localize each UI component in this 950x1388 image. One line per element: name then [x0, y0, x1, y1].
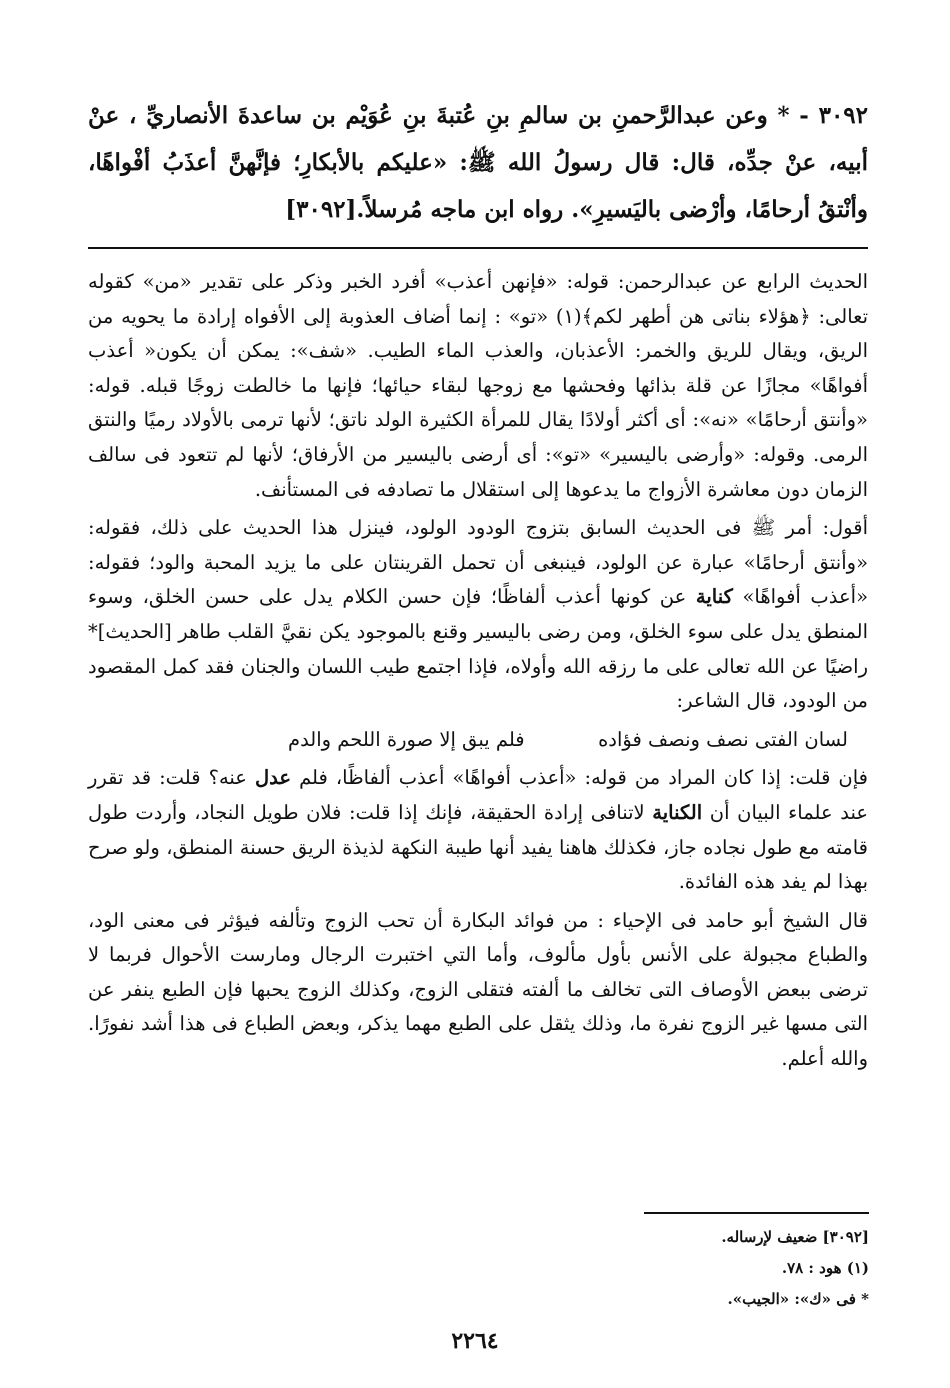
paragraph-2-keyword: كناية	[695, 585, 733, 609]
footnotes	[644, 1212, 869, 1315]
paragraph-3-keyword-2: الكناية	[652, 800, 703, 824]
commentary-paragraph-3	[88, 761, 868, 899]
paragraph-2-text-b: عن كونها أعذب ألفاظًا؛ فإن حسن الكلام يدل على حسن الخلق، وسوء المنطق يدل على سوء الخلق، ومن رضى باليسير وقنع بالموجود يكن نقيَّ القلب طاهر [الحديث]* راضيًا عن الله تعالى على ما رزقه الله وأولاه، فإذا اجتمع طيب اللسان والجنان فقد كمل المقصود من الودود، قال الشاعر:	[88, 585, 868, 713]
section-divider	[88, 247, 868, 249]
hadith-text	[88, 92, 868, 233]
verse-first-hemistich: لسان الفتى نصف ونصف فؤاده	[598, 727, 848, 751]
hadith-number: ٣٠٩٢ - *	[777, 102, 869, 129]
footnote-3: * فى «ك»: «الجيب».	[727, 1290, 869, 1308]
commentary	[88, 265, 868, 1077]
paragraph-3-text-a: فإن قلت: إذا كان المراد من قوله: «أعذب أفواهًا» أعذب ألفاظًا، فلم	[291, 766, 869, 790]
commentary-paragraph-1: الحديث الرابع عن عبدالرحمن: قوله: «فإنهن أعذب» أفرد الخبر وذكر على تقدير «من» كقوله تعالى: ﴿هؤلاء بناتى هن أطهر لكم﴾(١) «تو» : إنما أضاف العذوبة إلى الأفواه إرادة ما يحويه من الريق، ويقال للريق والخمر: الأعذبان، والعذب الماء الطيب. «شف»: يمكن أن يكون« أعذب أفواهًا» مجازًا عن قلة بذائها وفحشها مع زوجها لبقاء حيائها؛ فإنها ما خالطت زوجًا قبله. قوله: «وأنتق أرحامًا» «نه»: أى أكثر أولادًا يقال للمرأة الكثيرة الولد ناتق؛ لأنها ترمى بالأولاد رميًا والنتق الرمى. وقوله: «وأرضى باليسير» «تو»: أى أرضى باليسير من الأرفاق؛ لأنها لم تتعود فى سالف الزمان دون معاشرة الأزواج ما يدعوها إلى استقلال ما تصادفه فى المستأنف.	[88, 270, 868, 501]
page-body	[88, 92, 868, 1081]
paragraph-2-text-a: أقول: أمر ﷺ فى الحديث السابق بتزوج الودود الولود، فينزل هذا الحديث على ذلك، فقوله: «وأنتق أرحامًا» عبارة عن الولود، فينبغى أن تحمل القرينتان على ما يزيد المحبة والود؛ فقوله: «أعذب أفواهًا»	[88, 516, 869, 609]
poetry-verse	[288, 723, 848, 758]
footnote-1: [٣٠٩٢] ضعيف لإرساله.	[721, 1228, 869, 1246]
paragraph-3-keyword-1: عدل	[254, 766, 292, 790]
footnote-divider	[644, 1212, 869, 1214]
paragraph-3-text-b: عنه؟ قلت: قد تقرر عند علماء البيان أن	[88, 766, 868, 824]
footnote-2: (١) هود : ٧٨.	[781, 1259, 869, 1277]
page-number: ٢٢٦٤	[451, 1328, 499, 1354]
commentary-paragraph-2	[88, 511, 868, 719]
paragraph-3-text-c: لاتنافى إرادة الحقيقة، فإنك إذا قلت: فلان طويل النجاد، وأردت طول قامته مع طول نجاده جاز، فكذلك هاهنا يفيد أنها طيبة النكهة لذيذة الريق حسنة المنطق، ولو صرح بهذا لم يفد هذه الفائدة.	[88, 800, 868, 894]
verse-second-hemistich: فلم يبق إلا صورة اللحم والدم	[288, 727, 525, 751]
hadith-body: وعن عبدالرَّحمنِ بن سالمِ بنِ عُتبةَ بنِ عُوَيْم بن ساعدةَ الأنصاريِّ ، عنْ أبيه، عنْ جدِّه، قال: قال رسولُ الله ﷺ: «عليكم بالأبكارِ؛ فإنَّهنَّ أعذَبُ أفْواهًا، وأنْتقُ أرحامًا، وأرْضى باليَسيرِ». رواه ابن ماجه مُرسلاً.[٣٠٩٢]	[88, 102, 868, 223]
commentary-paragraph-4: قال الشيخ أبو حامد فى الإحياء : من فوائد البكارة أن تحب الزوج وتألفه فيؤثر فى معنى الود، والطباع مجبولة على الأنس بأول مألوف، وأما التي اختبرت الرجال ومارست الأحوال فربما لا ترضى ببعض الأوصاف التى تخالف ما ألفته فتقلى الزوج، وكذلك الزوج يحبها فإن الطبع ينفر عن التى مسها غير الزوج نفرة ما، وذلك يثقل على الطبع مهما يذكر، وبعض الطباع فى هذا أشد نفورًا. والله أعلم.	[88, 908, 868, 1071]
